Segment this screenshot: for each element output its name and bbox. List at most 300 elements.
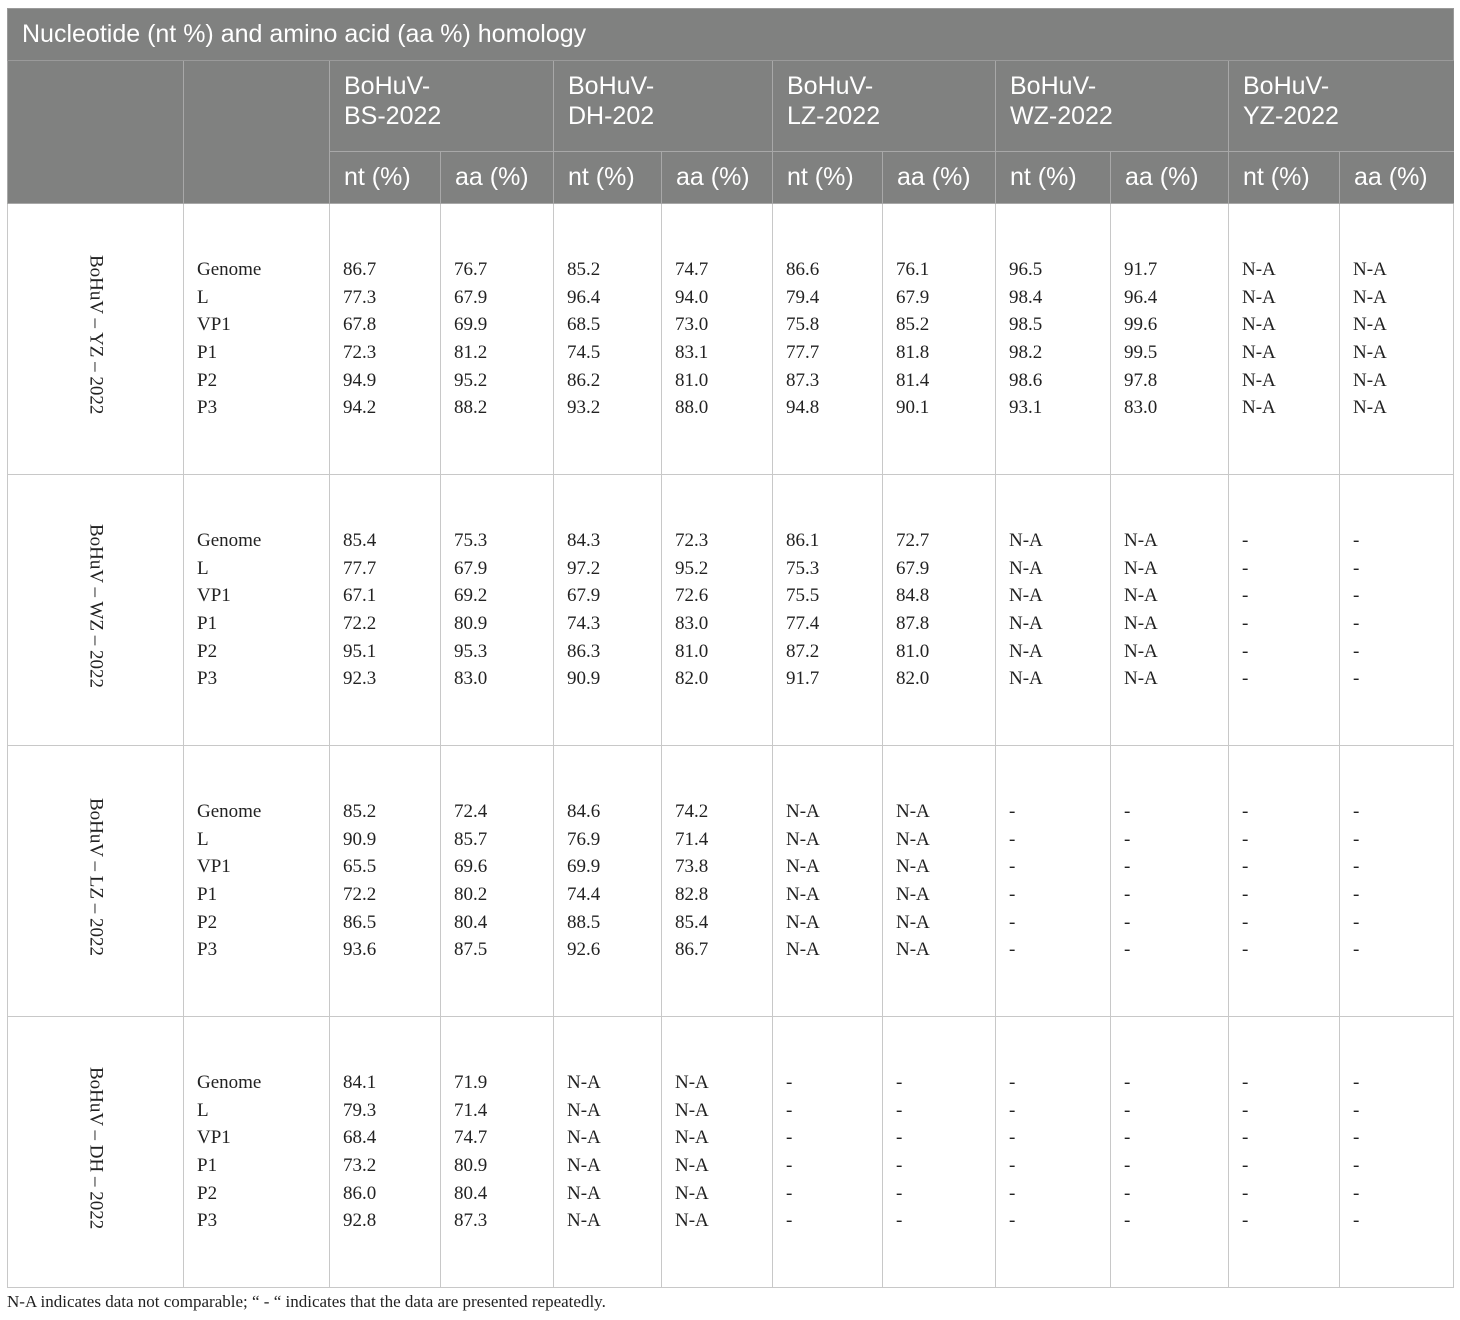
homology-table-container [7, 8, 1453, 1288]
value: 81.0 [675, 640, 709, 662]
gene-name: L [197, 286, 209, 308]
value-cell [1340, 746, 1454, 1017]
value: - [1124, 1182, 1131, 1204]
value: - [1353, 856, 1360, 878]
value: - [1009, 1182, 1016, 1204]
value: 97.8 [1124, 369, 1158, 391]
value: - [1124, 1210, 1131, 1232]
value: - [1353, 585, 1360, 607]
value: - [786, 1210, 793, 1232]
value: N-A [567, 1155, 601, 1176]
value: 86.1 [786, 530, 820, 552]
gene-name: P3 [197, 668, 218, 690]
value: N-A [1353, 342, 1387, 363]
gene-name: P1 [197, 613, 218, 634]
value: N-A [1009, 613, 1043, 634]
value: - [1124, 1127, 1131, 1149]
value: 80.2 [454, 884, 488, 905]
value: 98.5 [1009, 314, 1043, 336]
value: 81.0 [896, 640, 930, 662]
value: N-A [896, 939, 930, 961]
value: 86.7 [343, 259, 377, 281]
value: - [896, 1155, 903, 1176]
value: - [1353, 557, 1360, 579]
gene-name: Genome [197, 259, 262, 281]
value: 75.3 [786, 557, 820, 579]
value: 77.7 [786, 342, 820, 363]
group-row [8, 746, 1454, 1017]
table-footnote: N-A indicates data not comparable; “ - “ indicates that the data are presented repeatedly. [7, 1292, 606, 1311]
strain-header: BoHuV- BS-2022 [330, 61, 554, 152]
value: 95.3 [454, 640, 488, 662]
value: - [1242, 856, 1249, 878]
value: 84.1 [343, 1072, 377, 1094]
value: - [1124, 1072, 1131, 1094]
value: 82.8 [675, 884, 709, 905]
value: 85.4 [343, 530, 377, 552]
value: - [1009, 911, 1016, 933]
value: N-A [1009, 557, 1043, 579]
nt-percent-header: nt (%) [330, 152, 441, 204]
value: N-A [1124, 668, 1158, 690]
value-cell [441, 746, 554, 1017]
value: 72.4 [454, 801, 488, 823]
value: 87.8 [896, 613, 930, 634]
value: - [786, 1182, 793, 1204]
value: N-A [675, 1099, 709, 1121]
value: N-A [896, 856, 930, 878]
group-label-cell [8, 204, 184, 475]
value-cell [662, 204, 773, 475]
value: 67.8 [343, 314, 377, 336]
gene-name: P2 [197, 911, 218, 933]
value: - [1124, 801, 1131, 823]
value: - [1009, 1155, 1016, 1176]
value-cell [441, 475, 554, 746]
value: - [1242, 1072, 1249, 1094]
value: N-A [567, 1210, 601, 1232]
value: 82.0 [896, 668, 930, 690]
group-label: BoHuV – WZ – 2022 [85, 523, 107, 688]
value: - [1242, 530, 1249, 552]
nt-percent-header: nt (%) [1229, 152, 1340, 204]
value-cell [996, 746, 1111, 1017]
value: N-A [1242, 286, 1276, 308]
value: 85.7 [454, 828, 488, 850]
value-cell [441, 204, 554, 475]
gene-names-cell [184, 204, 330, 475]
value: N-A [567, 1099, 601, 1121]
value: 72.6 [675, 585, 709, 607]
nt-percent-header: nt (%) [554, 152, 662, 204]
value-cell [883, 1017, 996, 1288]
value: 98.6 [1009, 369, 1043, 391]
value-cell [662, 1017, 773, 1288]
aa-percent-header: aa (%) [1111, 152, 1229, 204]
value-cell [996, 475, 1111, 746]
nt-percent-header: nt (%) [773, 152, 883, 204]
value: - [1124, 939, 1131, 961]
value: - [1009, 856, 1016, 878]
value-cell [1111, 475, 1229, 746]
value-cell [773, 746, 883, 1017]
value: 83.0 [454, 668, 488, 690]
value: 83.0 [675, 613, 709, 634]
group-row [8, 204, 1454, 475]
value-cell [662, 746, 773, 1017]
value: 71.4 [675, 828, 709, 850]
strain-header-row [8, 61, 1454, 152]
value: 86.5 [343, 911, 377, 933]
value-cell [773, 1017, 883, 1288]
value: 72.7 [896, 530, 930, 552]
gene-name: Genome [197, 1072, 262, 1094]
value: 99.5 [1124, 342, 1158, 363]
value: N-A [1124, 640, 1158, 662]
value: 98.2 [1009, 342, 1043, 363]
value: 86.0 [343, 1182, 377, 1204]
strain-header: BoHuV- WZ-2022 [996, 61, 1229, 152]
value: - [1124, 1155, 1131, 1176]
value: N-A [675, 1182, 709, 1204]
group-label: BoHuV – LZ – 2022 [85, 797, 107, 956]
value: 86.2 [567, 369, 601, 391]
aa-percent-header: aa (%) [441, 152, 554, 204]
value: N-A [1353, 286, 1387, 308]
value: 74.3 [567, 613, 601, 634]
value: - [1124, 828, 1131, 850]
value: - [1353, 1099, 1360, 1121]
value-cell [441, 1017, 554, 1288]
gene-name: P3 [197, 939, 218, 961]
value: 98.4 [1009, 286, 1043, 308]
value: 65.5 [343, 856, 377, 878]
value: - [1242, 1099, 1249, 1121]
value: - [786, 1072, 793, 1094]
value: 99.6 [1124, 314, 1158, 336]
value: 76.7 [454, 259, 488, 281]
value-cell [773, 475, 883, 746]
value: 68.5 [567, 314, 601, 336]
value: 68.4 [343, 1127, 377, 1149]
value: 72.2 [343, 884, 377, 905]
value: 88.5 [567, 911, 601, 933]
value: 67.9 [454, 557, 488, 579]
table-header [8, 9, 1454, 204]
value: - [1242, 557, 1249, 579]
value: - [896, 1072, 903, 1094]
header-blank-gene [184, 61, 330, 204]
gene-name: P1 [197, 342, 218, 363]
value: 73.0 [675, 314, 709, 336]
value: - [1353, 668, 1360, 690]
value: N-A [786, 911, 820, 933]
strain-header: BoHuV- DH-202 [554, 61, 773, 152]
value: 88.0 [675, 397, 709, 419]
value: 67.9 [896, 286, 930, 308]
value: 81.2 [454, 342, 488, 363]
value: 84.3 [567, 530, 601, 552]
value: 84.8 [896, 585, 930, 607]
value: N-A [675, 1127, 709, 1149]
value: N-A [896, 911, 930, 933]
value: - [1242, 613, 1249, 634]
value: 86.3 [567, 640, 601, 662]
value: 95.2 [675, 557, 709, 579]
value: 76.1 [896, 259, 930, 281]
value-cell [330, 746, 441, 1017]
value-cell [1340, 204, 1454, 475]
aa-percent-header: aa (%) [662, 152, 773, 204]
gene-name: P2 [197, 1182, 218, 1204]
value: 71.4 [454, 1099, 488, 1121]
value: - [1009, 884, 1016, 905]
value: - [1009, 801, 1016, 823]
value: N-A [1124, 530, 1158, 552]
homology-table [7, 8, 1454, 1288]
group-label: BoHuV – DH – 2022 [85, 1066, 107, 1229]
value: 79.3 [343, 1099, 377, 1121]
value: 87.5 [454, 939, 488, 961]
value: 94.2 [343, 397, 377, 419]
value: - [1353, 939, 1360, 961]
value: - [896, 1127, 903, 1149]
value: - [1353, 613, 1360, 634]
value: - [1242, 939, 1249, 961]
value: N-A [1009, 668, 1043, 690]
value: N-A [1353, 397, 1387, 419]
value: - [1009, 1072, 1016, 1094]
value: - [1353, 530, 1360, 552]
value: 87.2 [786, 640, 820, 662]
value: 94.9 [343, 369, 377, 391]
value: 91.7 [786, 668, 820, 690]
value-cell [554, 204, 662, 475]
value: - [1009, 939, 1016, 961]
value-cell [554, 475, 662, 746]
value: 85.4 [675, 911, 709, 933]
value: - [1353, 828, 1360, 850]
value: N-A [567, 1072, 601, 1094]
group-label-cell [8, 746, 184, 1017]
value: 86.6 [786, 259, 820, 281]
value: 85.2 [343, 801, 377, 823]
value: 74.4 [567, 884, 601, 905]
value: 67.1 [343, 585, 377, 607]
value: 77.7 [343, 557, 377, 579]
value: - [896, 1099, 903, 1121]
value: N-A [1242, 369, 1276, 391]
value: 93.1 [1009, 397, 1043, 419]
gene-name: L [197, 828, 209, 850]
value: 90.1 [896, 397, 930, 419]
value: N-A [567, 1127, 601, 1149]
strain-header: BoHuV- YZ-2022 [1229, 61, 1454, 152]
value: 93.6 [343, 939, 377, 961]
value: 91.7 [1124, 259, 1158, 281]
value: - [1242, 801, 1249, 823]
value: N-A [1124, 557, 1158, 579]
value: N-A [675, 1155, 709, 1176]
value: N-A [1242, 259, 1276, 281]
gene-names-cell [184, 746, 330, 1017]
value-cell [883, 475, 996, 746]
value: 74.2 [675, 801, 709, 823]
value: N-A [675, 1072, 709, 1094]
value: - [1009, 828, 1016, 850]
value: 76.9 [567, 828, 601, 850]
value-cell [1340, 475, 1454, 746]
strain-header: BoHuV- LZ-2022 [773, 61, 996, 152]
gene-name: VP1 [197, 856, 231, 878]
header-blank-group [8, 61, 184, 204]
value: - [896, 1182, 903, 1204]
value: - [786, 1099, 793, 1121]
value: 72.2 [343, 613, 377, 634]
value: 80.9 [454, 613, 488, 634]
value: - [1242, 1127, 1249, 1149]
value: 72.3 [343, 342, 377, 363]
value-cell [883, 746, 996, 1017]
value-cell [662, 475, 773, 746]
value-cell [330, 204, 441, 475]
value: N-A [1242, 314, 1276, 336]
gene-name: Genome [197, 530, 262, 552]
value: 75.8 [786, 314, 820, 336]
value: N-A [896, 801, 930, 823]
value: - [1124, 911, 1131, 933]
value-cell [1229, 475, 1340, 746]
value: - [1242, 668, 1249, 690]
value-cell [1229, 204, 1340, 475]
value: N-A [1242, 342, 1276, 363]
value: - [1242, 1155, 1249, 1176]
value-cell [1111, 1017, 1229, 1288]
value: 80.4 [454, 1182, 488, 1204]
value: 81.4 [896, 369, 930, 391]
group-row [8, 1017, 1454, 1288]
value-cell [773, 204, 883, 475]
value: - [786, 1127, 793, 1149]
value: 83.1 [675, 342, 709, 363]
value: 69.2 [454, 585, 488, 607]
value: N-A [1353, 369, 1387, 391]
value: 94.0 [675, 286, 709, 308]
value: - [1242, 911, 1249, 933]
value: 80.4 [454, 911, 488, 933]
value: - [1242, 640, 1249, 662]
value: 74.5 [567, 342, 601, 363]
value: 81.8 [896, 342, 930, 363]
value: - [1009, 1099, 1016, 1121]
value: 95.1 [343, 640, 377, 662]
value: N-A [675, 1210, 709, 1232]
gene-names-cell [184, 475, 330, 746]
gene-name: P2 [197, 369, 218, 391]
value: 81.0 [675, 369, 709, 391]
value: 67.9 [896, 557, 930, 579]
value-cell [1111, 746, 1229, 1017]
value-cell [1340, 1017, 1454, 1288]
value: 80.9 [454, 1155, 488, 1176]
value: 73.2 [343, 1155, 377, 1176]
gene-name: L [197, 1099, 209, 1121]
value: 93.2 [567, 397, 601, 419]
value: 79.4 [786, 286, 820, 308]
value: - [1353, 640, 1360, 662]
value-cell [330, 475, 441, 746]
aa-percent-header: aa (%) [883, 152, 996, 204]
value: N-A [786, 828, 820, 850]
value: 71.9 [454, 1072, 488, 1094]
value: 87.3 [786, 369, 820, 391]
value: 67.9 [454, 286, 488, 308]
value: N-A [1124, 613, 1158, 634]
value: - [1009, 1210, 1016, 1232]
value: N-A [1009, 530, 1043, 552]
group-label-cell [8, 475, 184, 746]
value: - [1124, 1099, 1131, 1121]
value: - [1124, 856, 1131, 878]
value: 69.9 [454, 314, 488, 336]
value: - [1353, 884, 1360, 905]
nt-percent-header: nt (%) [996, 152, 1111, 204]
value: 87.3 [454, 1210, 488, 1232]
value: 75.5 [786, 585, 820, 607]
value: - [1353, 911, 1360, 933]
value: 86.7 [675, 939, 709, 961]
value: 83.0 [1124, 397, 1158, 419]
value: - [1242, 884, 1249, 905]
group-label-cell [8, 1017, 184, 1288]
value: 88.2 [454, 397, 488, 419]
value: 85.2 [896, 314, 930, 336]
value: 92.3 [343, 668, 377, 690]
group-label: BoHuV – YZ – 2022 [85, 255, 107, 415]
value: 92.8 [343, 1210, 377, 1232]
value: N-A [786, 939, 820, 961]
gene-name: L [197, 557, 209, 579]
value: - [1353, 1155, 1360, 1176]
value: N-A [1353, 259, 1387, 281]
value: N-A [1242, 397, 1276, 419]
value: 82.0 [675, 668, 709, 690]
value-cell [554, 1017, 662, 1288]
value: 95.2 [454, 369, 488, 391]
value: - [1353, 1210, 1360, 1232]
value: 96.4 [567, 286, 601, 308]
table-body [8, 204, 1454, 1288]
value: 69.6 [454, 856, 488, 878]
value: - [1124, 884, 1131, 905]
value: N-A [896, 828, 930, 850]
value: 69.9 [567, 856, 601, 878]
value-cell [883, 204, 996, 475]
value: - [1242, 585, 1249, 607]
value: - [786, 1155, 793, 1176]
value: N-A [786, 856, 820, 878]
value: - [1009, 1127, 1016, 1149]
gene-name: VP1 [197, 585, 231, 607]
value: - [1242, 1210, 1249, 1232]
value: N-A [1124, 585, 1158, 607]
value: 67.9 [567, 585, 601, 607]
gene-name: Genome [197, 801, 262, 823]
gene-name: P2 [197, 640, 218, 662]
value: N-A [1009, 640, 1043, 662]
value: 85.2 [567, 259, 601, 281]
value-cell [996, 204, 1111, 475]
